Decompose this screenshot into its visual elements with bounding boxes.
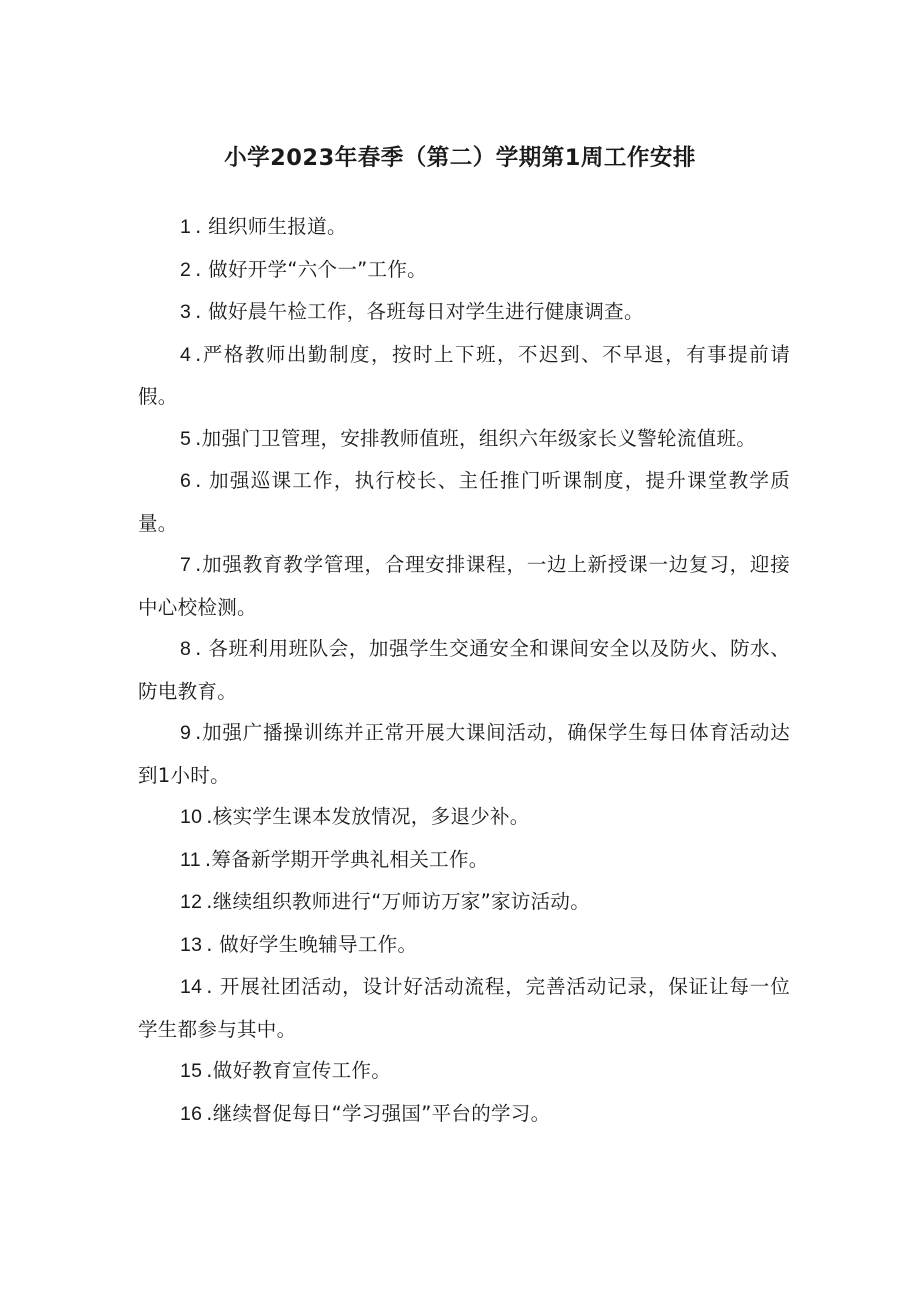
work-item xyxy=(138,1093,790,1136)
document-title: 小学2023年春季（第二）学期第1周工作安排 xyxy=(224,145,696,171)
work-item xyxy=(138,544,790,628)
item-text: . 做好开学“六个一”工作。 xyxy=(195,257,427,281)
work-item xyxy=(138,881,790,924)
item-text: .严格教师出勤制度，按时上下班，不迟到、不早退，有事提前请假。 xyxy=(138,342,790,408)
item-number: 8 xyxy=(180,638,192,660)
item-text: . 组织师生报道。 xyxy=(195,215,347,238)
item-text: . 做好晨午检工作，各班每日对学生进行健康调查。 xyxy=(195,300,644,323)
item-text: .加强门卫管理，安排教师值班，组织六年级家长义警轮流值班。 xyxy=(195,426,757,450)
item-number: 10 xyxy=(180,806,203,828)
work-item xyxy=(138,966,790,1050)
item-text: . 开展社团活动，设计好活动流程，完善活动记录，保证让每一位学生都参与其中。 xyxy=(138,975,790,1041)
item-number: 14 xyxy=(180,976,203,998)
work-item xyxy=(138,418,790,461)
item-number: 6 xyxy=(180,470,192,492)
work-item xyxy=(138,839,790,882)
item-text: .继续督促每日“学习强国”平台的学习。 xyxy=(206,1101,551,1125)
work-item xyxy=(138,924,790,967)
work-item xyxy=(138,334,790,418)
item-text: . 各班利用班队会，加强学生交通安全和课间安全以及防火、防水、防电教育。 xyxy=(138,637,790,703)
item-number: 5 xyxy=(180,427,192,450)
item-number: 12 xyxy=(180,891,203,913)
item-number: 15 xyxy=(180,1060,203,1082)
item-text: .核实学生课本发放情况，多退少补。 xyxy=(206,805,530,828)
work-item xyxy=(138,460,790,544)
item-number: 7 xyxy=(180,554,192,576)
work-item xyxy=(138,796,790,839)
item-text: . 做好学生晚辅导工作。 xyxy=(206,932,418,956)
item-text: .加强广播操训练并正常开展大课间活动，确保学生每日体育活动达到1小时。 xyxy=(138,721,790,787)
item-text: .继续组织教师进行“万师访万家”家访活动。 xyxy=(206,890,590,913)
item-number: 4 xyxy=(180,343,192,366)
work-item xyxy=(138,206,790,249)
item-number: 9 xyxy=(180,722,192,744)
item-number: 11 xyxy=(180,848,201,871)
item-number: 1 xyxy=(180,216,192,238)
work-item xyxy=(138,712,790,796)
item-number: 16 xyxy=(180,1102,203,1125)
item-text: .做好教育宣传工作。 xyxy=(206,1059,391,1082)
work-item xyxy=(138,249,790,292)
item-text: .筹备新学期开学典礼相关工作。 xyxy=(204,847,489,871)
item-text: . 加强巡课工作，执行校长、主任推门听课制度，提升课堂教学质量。 xyxy=(138,469,790,535)
item-text: .加强教育教学管理，合理安排课程，一边上新授课一边复习，迎接中心校检测。 xyxy=(138,553,790,619)
item-number: 2 xyxy=(180,258,192,281)
work-item xyxy=(138,291,790,334)
work-item-list xyxy=(138,206,790,1135)
item-number: 3 xyxy=(180,301,192,323)
work-item xyxy=(138,628,790,712)
item-number: 13 xyxy=(180,933,203,956)
work-item xyxy=(138,1050,790,1093)
